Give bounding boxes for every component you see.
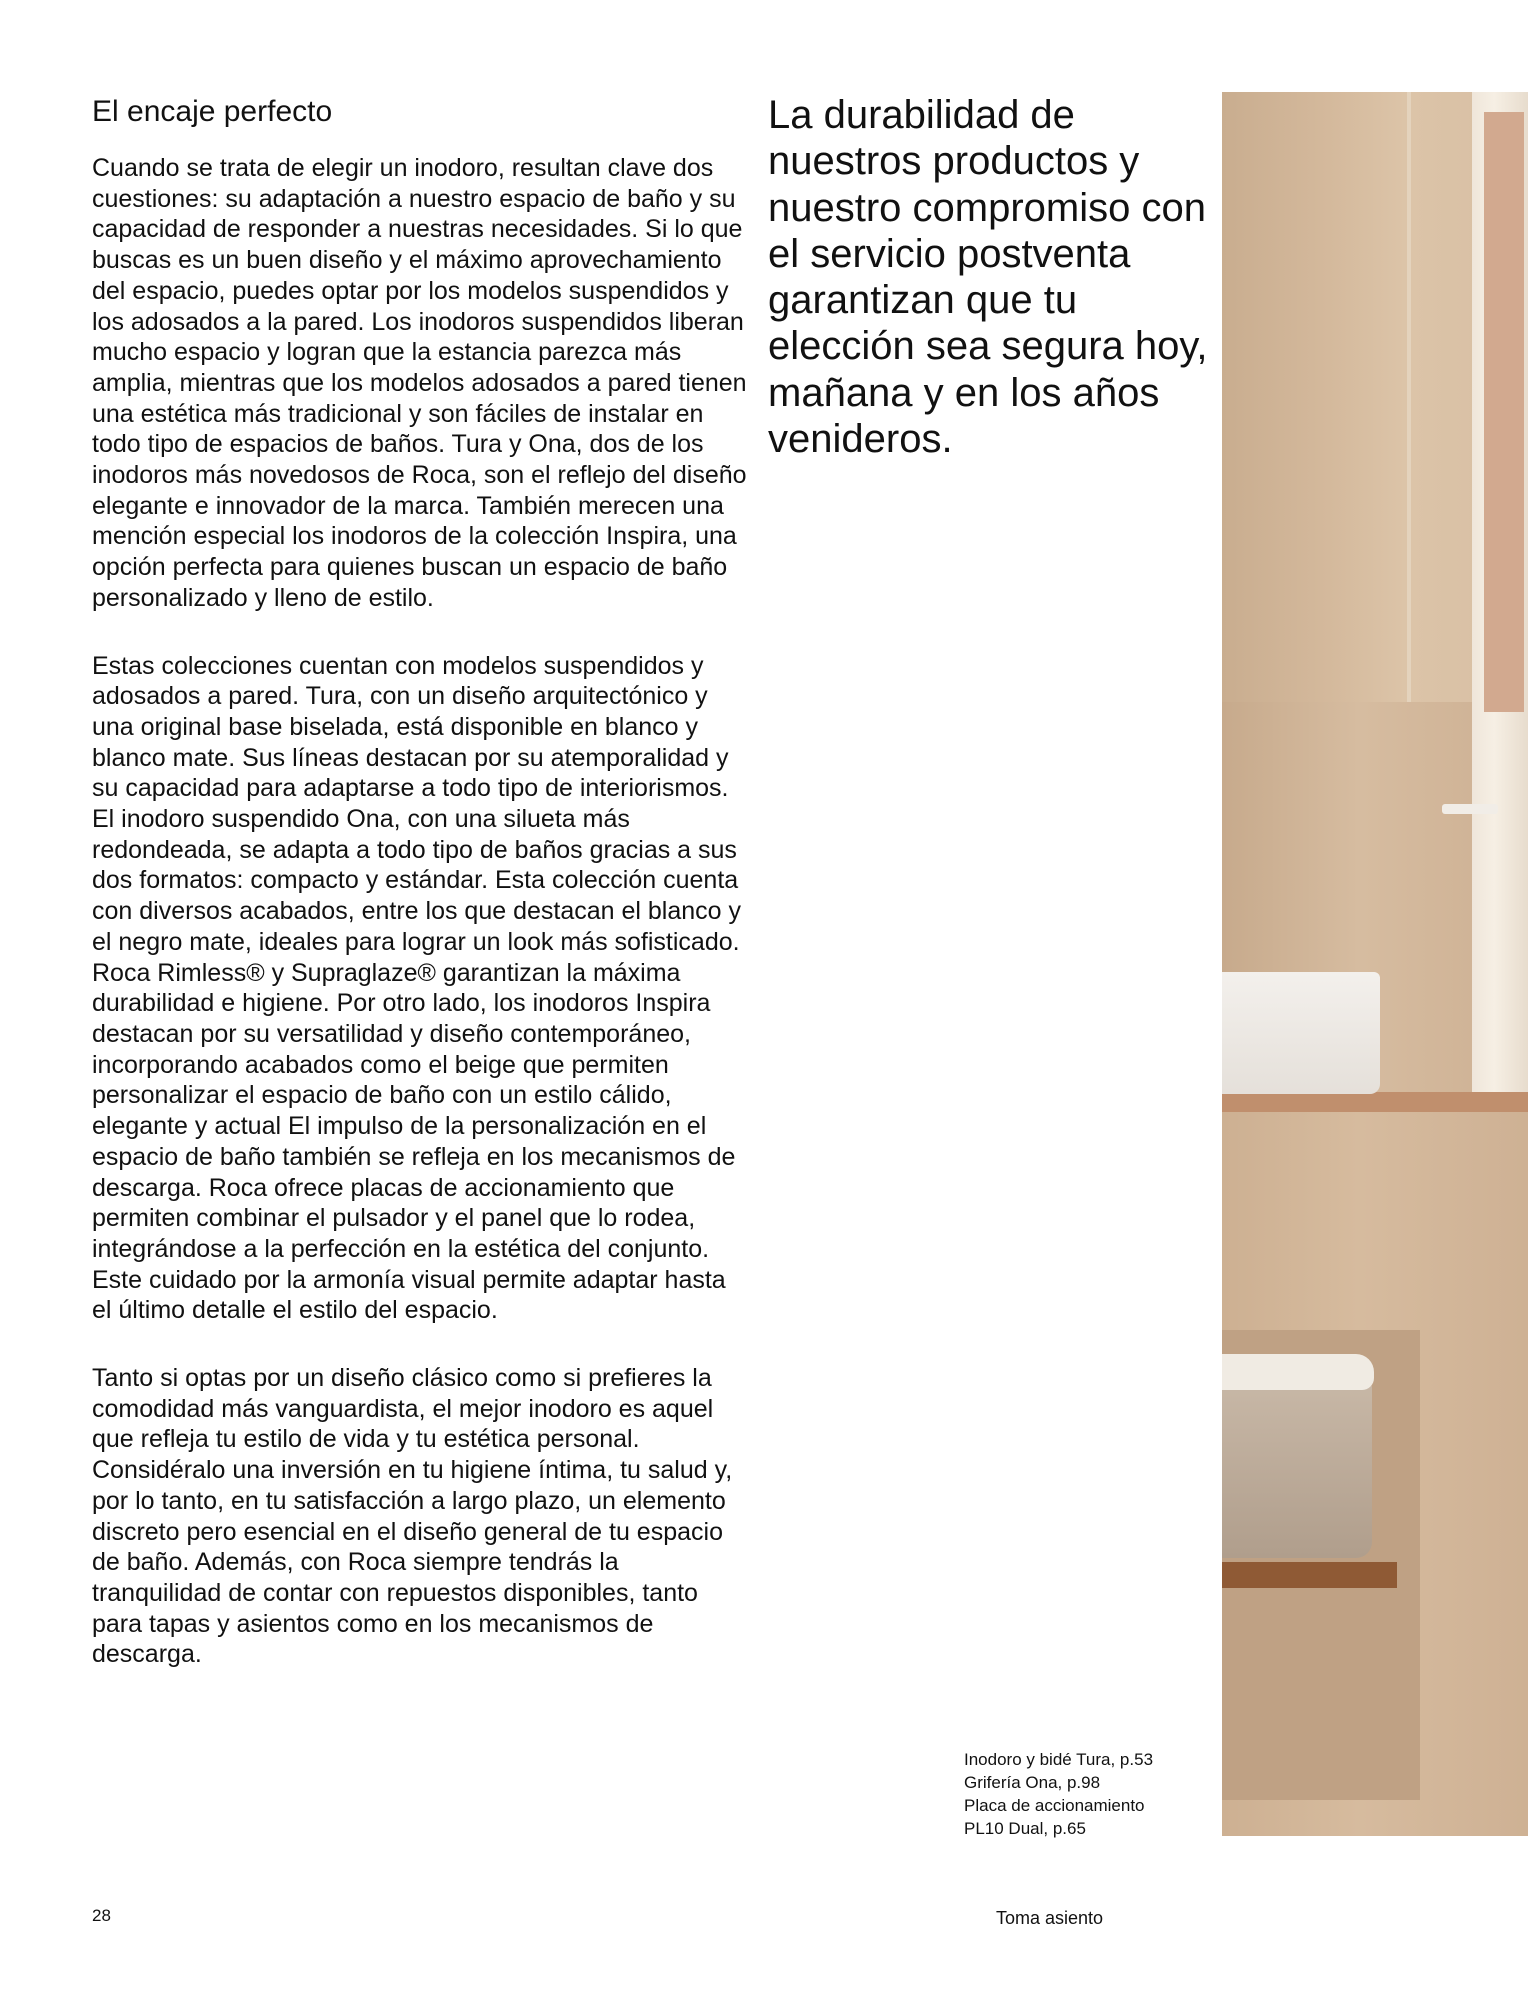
caption-line: PL10 Dual, p.65 xyxy=(964,1819,1086,1838)
photo-basket xyxy=(1222,1378,1372,1558)
photo-counter xyxy=(1222,1092,1528,1112)
running-footer: Toma asiento xyxy=(996,1908,1104,1928)
body-paragraph: Cuando se trata de elegir un inodoro, resultan clave dos cuestiones: su adaptación a nuestro espacio de baño y su capacidad de responder a nuestras necesidades. Si lo que buscas es un buen diseño y el máximo aprovechamiento del espacio, puedes optar por los modelos suspendidos y los adosados a la pared. Los inodoros suspendidos liberan mucho espacio y logran que la estancia parezca más amplia, mientras que los modelos adosados a pared tienen una estética más tradicional y son fáciles de instalar en todo tipo de espacios de baños. Tura y Ona, dos de los inodoros más novedosos de Roca, son el reflejo del diseño elegante e innovador de la marca. También merecen una mención especial los inodoros de la colección Inspira, una opción perfecta para quienes buscan un espacio de baño personalizado y lleno de estilo. xyxy=(92,154,747,612)
bathroom-photo xyxy=(1222,92,1528,1836)
pull-quote: La durabilidad de nuestros productos y nuestro compromiso con el servicio postventa garantizan que tu elección sea segura hoy, mañana y en los años venideros. xyxy=(768,93,1208,462)
photo-door-glass xyxy=(1484,112,1524,712)
body-text xyxy=(92,153,752,1707)
body-paragraph: Tanto si optas por un diseño clásico como si prefieres la comodidad más vanguardista, el mejor inodoro es aquel que refleja tu estilo de vida y tu estética personal. Considéralo una inversión en tu higiene íntima, tu salud y, por lo tanto, en tu satisfacción a largo plazo, un elemento discreto pero esencial en el diseño general de tu espacio de baño. Además, con Roca siempre tendrás la tranquilidad de contar con repuestos disponibles, tanto para tapas y asientos como en los mecanismos de descarga. xyxy=(92,1364,733,1669)
photo-shelf xyxy=(1222,1562,1397,1588)
photo-caption xyxy=(964,1748,1214,1840)
photo-basin xyxy=(1222,972,1380,1094)
photo-door-handle xyxy=(1442,804,1498,814)
body-paragraph: Estas colecciones cuentan con modelos suspendidos y adosados a pared. Tura, con un diseño arquitectónico y una original base biselada, está disponible en blanco y blanco mate. Sus líneas destacan por su atemporalidad y su capacidad para adaptarse a todo tipo de interiorismos. El inodoro suspendido Ona, con una silueta más redondeada, se adapta a todo tipo de baños gracias a sus dos formatos: compacto y estándar. Esta colección cuenta con diversos acabados, entre los que destacan el blanco y el negro mate, ideales para lograr un look más sofisticado. Roca Rimless® y Supraglaze® garantizan la máxima durabilidad e higiene. Por otro lado, los inodoros Inspira destacan por su versatilidad y diseño contemporáneo, incorporando acabados como el beige que permiten personalizar el espacio de baño con un estilo cálido, elegante y actual El impulso de la personalización en el espacio de baño también se refleja en los mecanismos de descarga. Roca ofrece placas de accionamiento que permiten combinar el pulsador y el panel que lo rodea, integrándose a la perfección en la estética del conjunto. Este cuidado por la armonía visual permite adaptar hasta el último detalle el estilo del espacio. xyxy=(92,651,742,1325)
caption-line: Inodoro y bidé Tura, p.53 xyxy=(964,1750,1154,1769)
page-number: 28 xyxy=(92,1906,111,1925)
caption-line: Placa de accionamiento xyxy=(964,1796,1145,1815)
section-heading: El encaje perfecto xyxy=(92,95,333,128)
photo-towel xyxy=(1222,1354,1374,1390)
caption-line: Grifería Ona, p.98 xyxy=(964,1773,1101,1792)
photo-mirror-edge xyxy=(1407,92,1411,702)
